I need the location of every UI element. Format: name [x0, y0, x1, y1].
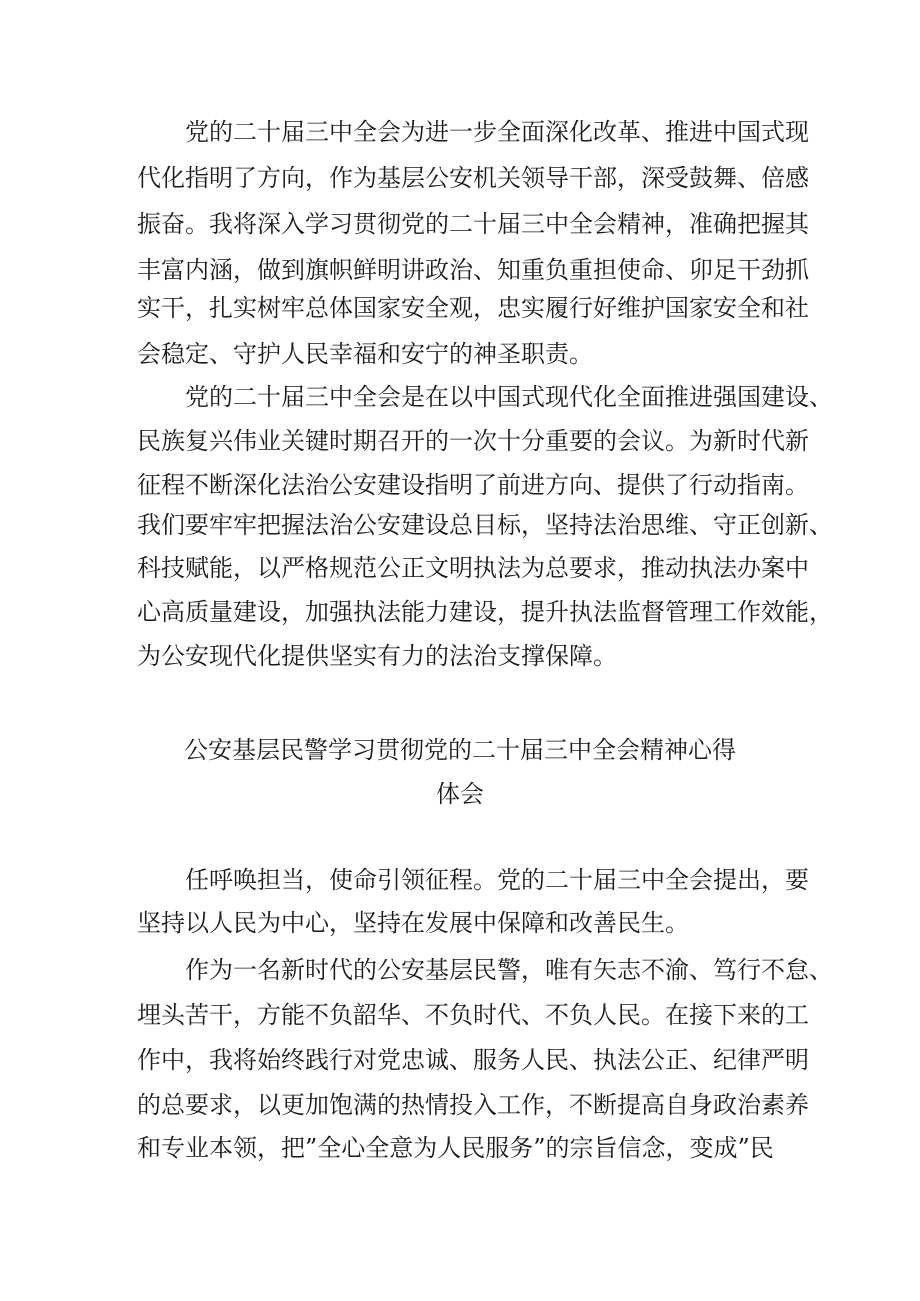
title-line-1: 公安基层民警学习贯彻党的二十届三中全会精神心得 — [184, 736, 736, 764]
title-line-2: 体会 — [436, 780, 484, 808]
text-line: 的总要求，以更加饱满的热情投入工作，不断提高自身政治素养 — [137, 1091, 809, 1119]
text-line: 民族复兴伟业关键时期召开的一次十分重要的会议。为新时代新 — [137, 427, 809, 455]
text-line: 我们要牢牢把握法治公安建设总目标，坚持法治思维、守正创新、 — [137, 511, 833, 539]
text-line: 党的二十届三中全会是在以中国式现代化全面推进强国建设、 — [185, 383, 833, 411]
text-line: 为公安现代化提供坚实有力的法治支撑保障。 — [137, 642, 617, 670]
text-line: 作为一名新时代的公安基层民警，唯有矢志不渝、笃行不怠、 — [185, 956, 833, 984]
text-line: 代化指明了方向，作为基层公安机关领导干部，深受鼓舞、倍感 — [137, 164, 809, 192]
text-line: 心高质量建设，加强执法能力建设，提升执法监督管理工作效能， — [137, 598, 833, 626]
text-line: 振奋。我将深入学习贯彻党的二十届三中全会精神，准确把握其 — [137, 210, 809, 238]
text-line: 科技赋能，以严格规范公正文明执法为总要求，推动执法办案中 — [137, 554, 809, 582]
text-line: 和专业本领，把”全心全意为人民服务”的宗旨信念，变成”民 — [137, 1134, 774, 1162]
text-line: 实干，扎实树牢总体国家安全观，忠实履行好维护国家安全和社 — [137, 294, 809, 322]
text-line: 埋头苦干，方能不负韶华、不负时代、不负人民。在接下来的工 — [137, 1001, 809, 1029]
text-line: 丰富内涵，做到旗帜鲜明讲政治、知重负重担使命、卯足干劲抓 — [137, 256, 809, 284]
text-line: 党的二十届三中全会为进一步全面深化改革、推进中国式现 — [185, 118, 809, 146]
text-line: 会稳定、守护人民幸福和安宁的神圣职责。 — [137, 340, 593, 368]
text-line: 作中，我将始终践行对党忠诚、服务人民、执法公正、纪律严明 — [137, 1046, 809, 1074]
text-line: 坚持以人民为中心，坚持在发展中保障和改善民生。 — [137, 909, 689, 937]
text-line: 任呼唤担当，使命引领征程。党的二十届三中全会提出，要 — [185, 866, 809, 894]
text-line: 征程不断深化法治公安建设指明了前进方向、提供了行动指南。 — [137, 471, 809, 499]
